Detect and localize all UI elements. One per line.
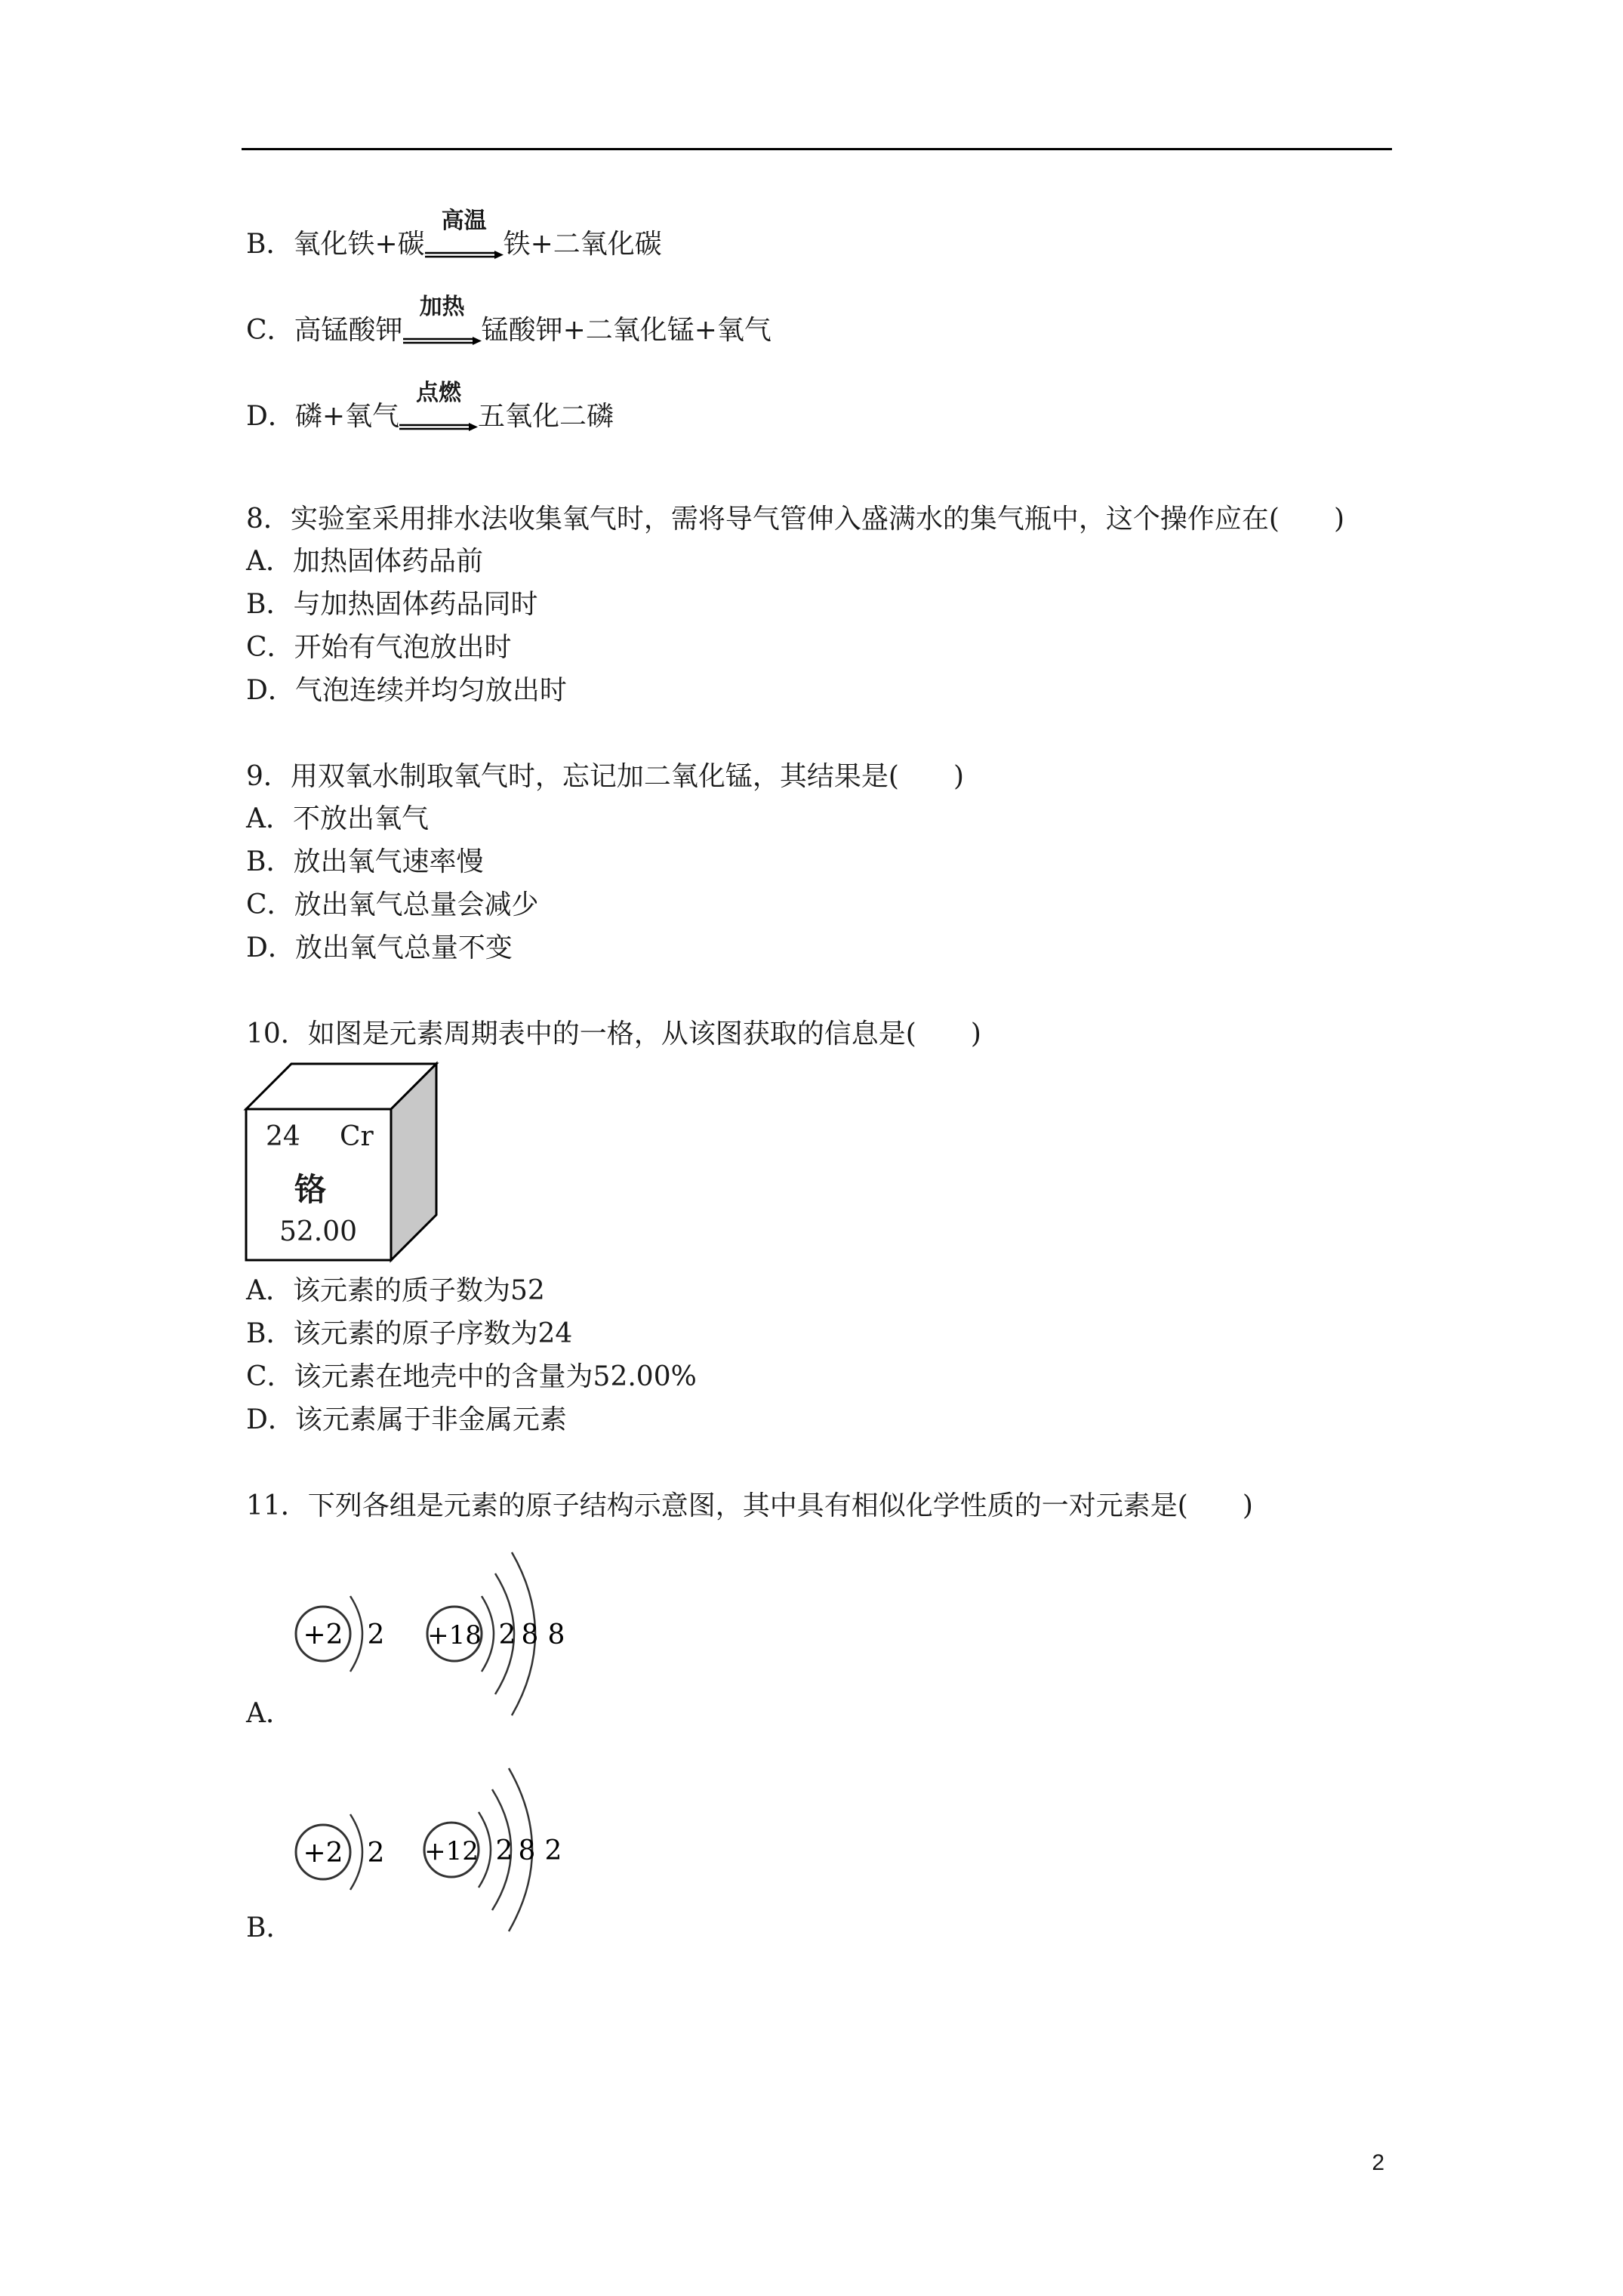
atom-diagram xyxy=(296,1596,384,1672)
q9-option: B．放出氧气速率慢 xyxy=(246,846,484,877)
q8-option: A．加热固体药品前 xyxy=(246,546,483,577)
nucleus-charge: +2 xyxy=(303,1620,343,1650)
shell-electrons: 2 xyxy=(495,1835,513,1866)
shell-electrons: 8 xyxy=(547,1620,565,1650)
q8-option: C．开始有气泡放出时 xyxy=(246,632,512,663)
atom-diagram xyxy=(427,1552,565,1715)
q9-stem: 9．用双氧水制取氧气时，忘记加二氧化锰，其结果是( ) xyxy=(246,761,964,792)
q10-stem: 10．如图是元素周期表中的一格，从该图获取的信息是( ) xyxy=(246,1019,981,1049)
q8-stem: 8．实验室采用排水法收集氧气时，需将导气管伸入盛满水的集气瓶中，这个操作应在( ) xyxy=(246,504,1344,535)
q10-option: B．该元素的原子序数为24 xyxy=(246,1318,573,1349)
header-rule xyxy=(242,148,1392,150)
shell-electrons: 2 xyxy=(498,1620,516,1650)
atom-diagram-pair-a xyxy=(287,1533,604,1729)
shell-electrons: 8 xyxy=(518,1835,536,1866)
q7-option-c: C．高锰酸钾 加热 锰酸钾+二氧化锰+氧气 xyxy=(246,294,771,346)
q7-option-d: D．磷+氧气 点燃 五氧化二磷 xyxy=(246,380,614,432)
nucleus-charge: +18 xyxy=(427,1620,482,1650)
q8-option: B．与加热固体药品同时 xyxy=(246,589,538,620)
q10-option: C．该元素在地壳中的含量为52.00% xyxy=(246,1361,697,1392)
reaction-arrow: 加热 xyxy=(403,314,482,347)
q10-option: D．该元素属于非金属元素 xyxy=(246,1404,567,1435)
page-number: 2 xyxy=(1372,2150,1384,2175)
q9-option: D．放出氧气总量不变 xyxy=(246,932,513,963)
q11-stem: 11．下列各组是元素的原子结构示意图，其中具有相似化学性质的一对元素是( ) xyxy=(246,1490,1253,1521)
reaction-arrow: 高温 xyxy=(425,228,504,261)
element-name: 铬 xyxy=(294,1171,327,1208)
atomic-number: 24 xyxy=(266,1121,300,1152)
periodic-table-cell xyxy=(243,1061,439,1265)
nucleus-charge: +2 xyxy=(303,1838,343,1869)
element-symbol: Cr xyxy=(340,1121,374,1152)
nucleus-charge: +12 xyxy=(424,1836,479,1866)
atomic-mass: 52.00 xyxy=(279,1216,358,1247)
q9-option: C．放出氧气总量会减少 xyxy=(246,889,539,920)
q9-option: A．不放出氧气 xyxy=(246,803,429,834)
atom-diagram-pair-b xyxy=(287,1750,604,1946)
q10-option: A．该元素的质子数为52 xyxy=(246,1275,545,1306)
shell-electrons: 2 xyxy=(367,1838,385,1869)
q11-option-b-label: B． xyxy=(246,1912,294,1943)
atom-diagram xyxy=(424,1768,562,1931)
shell-electrons: 2 xyxy=(367,1620,385,1650)
reaction-arrow: 点燃 xyxy=(399,400,478,433)
q7-option-b: B．氧化铁+碳 高温 铁+二氧化碳 xyxy=(246,208,662,260)
q8-option: D．气泡连续并均匀放出时 xyxy=(246,675,567,706)
q11-option-a-label: A． xyxy=(246,1698,293,1729)
shell-electrons: 8 xyxy=(521,1620,539,1650)
shell-electrons: 2 xyxy=(544,1835,562,1866)
atom-diagram xyxy=(296,1814,384,1890)
